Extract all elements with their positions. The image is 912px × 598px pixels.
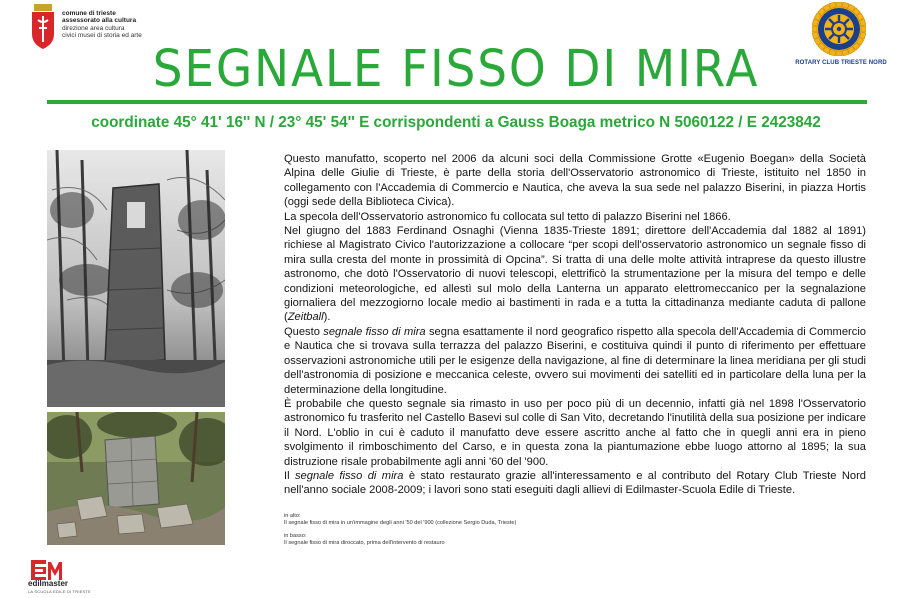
edilmaster-name: edilmaster xyxy=(28,579,69,588)
ruin-photo xyxy=(47,412,225,545)
paragraph-history: È probabile che questo segnale sia rimasto in uso per poco più di un decennio, infatti già nel 1898 l'Osservatorio astronomico fu trasferito nel Castello Basevi sul colle di San Vito, decretando l'inutilità della sua posizione per indicare il Nord. L'oblio in cui è caduto il manufatto deve essere ascritto anche al fatto che in quegli anni era in pieno svolgimento il rimboschimento del Carso, e in questa zona la piantumazione ebbe luogo attorno al 1895; la sua distruzione risale probabilmente agli anni '60 del '900. xyxy=(284,397,866,468)
caption-bottom-text: Il segnale fisso di mira diroccato, prima dell'intervento di restauro xyxy=(284,540,445,546)
municipality-line-2: assessorato alla cultura xyxy=(62,17,137,25)
municipality-line-4: civici musei di storia ed arte xyxy=(62,32,142,40)
paragraph-specola: La specola dell'Osservatorio astronomico fu collocata sul tetto di palazzo Biserini nel 1866. xyxy=(284,210,731,223)
page-title: SEGNALE FISSO DI MIRA xyxy=(152,40,760,99)
edilmaster-tagline: LA SCUOLA EDILE DI TRIESTE xyxy=(28,589,91,594)
caption-top-text: Il segnale fisso di mira in un'immagine degli anni '50 del '900 (collezione Sergio Duda, Trieste) xyxy=(284,520,517,526)
paragraph-meridian: Questo segnale fisso di mira segna esattamente il nord geografico rispetto alla specola dell'Accademia di Commercio e Nautica che si trovava sulla terrazza del palazzo Biserini, e costituiva quindi il punto di riferimento per effettuare osservazioni astronomiche utili per le esigenze della navigazione, al fine di determinare la linea meridiana per gli studi dell'astronomia di posizione e meccanica celeste, ovvero sui movimenti dei satelliti ed in particolare della luna per la determinazione della longitudine. xyxy=(284,325,866,396)
municipality-block xyxy=(62,10,232,40)
paragraph-discovery: Questo manufatto, scoperto nel 2006 da alcuni soci della Commissione Grotte «Eugenio Boegan» della Società Alpina delle Giulie di Trieste, è parte della storia dell'Osservatorio astronomico di Trieste, istituito nel 1850 in collegamento con l'Accademia di Commercio e Nautica, che aveva la sua sede nel palazzo Biserini, in piazza Hortis (oggi sede della Biblioteca Civica). xyxy=(284,153,866,209)
caption-top-label: in alto: xyxy=(284,513,301,519)
photo-captions xyxy=(284,513,614,547)
municipality-line-3: direzione area cultura xyxy=(62,24,125,32)
paragraph-osnaghi: Nel giugno del 1883 Ferdinand Osnaghi (Vienna 1835-Trieste 1891; direttore dell'Accademia dal 1882 al 1891) richiese al Magistrato Civico l'autorizzazione a collocare “per scopi dell'osservatorio astronomico un segnale fisso di mira sulla cresta del monte in prossimità di Opcina”. Si tratta di una delle molte attività intraprese da questo illustre astronomo, che dotò l'Osservatorio di nuovi telescopi, elettrificò la strumentazione per la misura del tempo e delle condizioni meteorologiche, ed allestì sul molo della Lanterna un apparato elettromeccanico per la segnalazione giornaliera del mezzogiorno locale medio ai bastimenti in rada e a tutta la cittadinanza mediante caduta di pallone (Zeitball). xyxy=(284,225,866,324)
historic-photo xyxy=(47,150,225,407)
edilmaster-logo-icon xyxy=(31,560,65,580)
title-underline xyxy=(47,100,867,104)
municipality-line-1: comune di trieste xyxy=(62,10,116,17)
main-text xyxy=(284,152,866,498)
caption-bottom-label: in basso: xyxy=(284,533,307,539)
coordinates-subtitle: coordinate 45° 41' 16'' N / 23° 45' 54'' E corrispondenti a Gauss Boaga metrico N 5060122 / E 2423842 xyxy=(91,114,821,131)
paragraph-restoration: Il segnale fisso di mira è stato restaurato grazie all'interessamento e al contributo del Rotary Club Trieste Nord nell'anno sociale 2008-2009; i lavori sono stati eseguiti dagli allievi di Edilmaster-Scuola Edile di Trieste. xyxy=(284,469,866,497)
rotary-club-name: ROTARY CLUB TRIESTE NORD xyxy=(795,60,887,66)
